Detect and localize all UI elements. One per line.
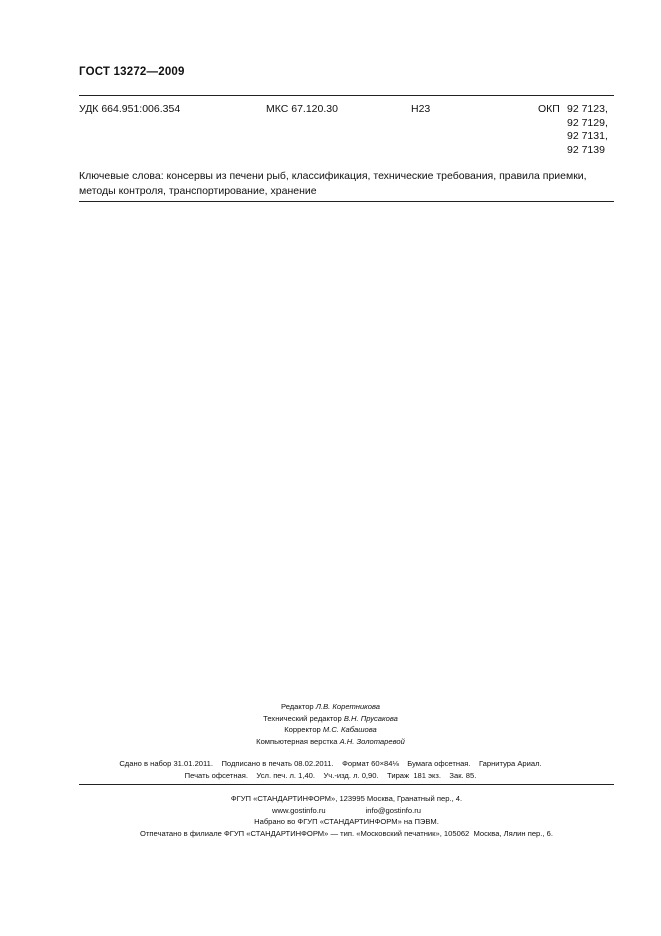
print-details-line: Печать офсетная. Усл. печ. л. 1,40. Уч.-изд. л. 0,90. Тираж 181 экз. Зак. 85. bbox=[184, 770, 477, 780]
okp-code: 92 7129, bbox=[567, 116, 608, 129]
editorial-credits bbox=[0, 701, 661, 747]
okp-code: 92 7131, bbox=[567, 130, 608, 142]
publisher-contacts bbox=[79, 805, 614, 817]
keywords-text: Ключевые слова: консервы из печени рыб, классификация, технические требования, правила приемки, методы контроля, транспортирование, хранение bbox=[79, 170, 587, 197]
udk-code: УДК 664.951:006.354 bbox=[79, 103, 181, 115]
publisher-website[interactable]: www.gostinfo.ru bbox=[271, 805, 326, 815]
top-divider bbox=[79, 95, 614, 96]
layout-credit: Компьютерная верстка А.Н. Золотаревой bbox=[256, 736, 405, 746]
keywords-divider bbox=[79, 201, 614, 202]
standard-id: ГОСТ 13272—2009 bbox=[79, 66, 185, 78]
proofreader-credit: Корректор М.С. Кабашова bbox=[284, 725, 377, 735]
typeset-note: Набрано во ФГУП «СТАНДАРТИНФОРМ» на ПЭВМ. bbox=[254, 817, 439, 826]
mks-code: МКС 67.120.30 bbox=[266, 103, 338, 115]
print-details bbox=[0, 758, 661, 781]
publisher-email[interactable]: info@gostinfo.ru bbox=[365, 805, 422, 815]
publisher-info bbox=[79, 793, 614, 839]
group-code: Н23 bbox=[411, 103, 431, 115]
publisher-address: ФГУП «СТАНДАРТИНФОРМ», 123995 Москва, Гранатный пер., 4. bbox=[230, 794, 463, 803]
okp-code: 92 7123, bbox=[567, 103, 608, 115]
imprint-divider bbox=[79, 784, 614, 785]
okp-code: 92 7139 bbox=[567, 143, 605, 156]
okp-code-list bbox=[567, 103, 608, 157]
editor-credit: Редактор Л.В. Коретникова bbox=[280, 702, 381, 711]
tech-editor-credit: Технический редактор В.Н. Прусакова bbox=[263, 713, 398, 723]
print-details-line: Сдано в набор 31.01.2011. Подписано в печать 08.02.2011. Формат 60×84⅛ Бумага офсетная. Гарнитура Ариал. bbox=[119, 759, 542, 768]
okp-label: ОКП bbox=[538, 103, 560, 115]
printing-house-note: Отпечатано в филиале ФГУП «СТАНДАРТИНФОРМ» — тип. «Московский печатник», 105062 Москва, Лялин пер., 6. bbox=[140, 828, 553, 838]
